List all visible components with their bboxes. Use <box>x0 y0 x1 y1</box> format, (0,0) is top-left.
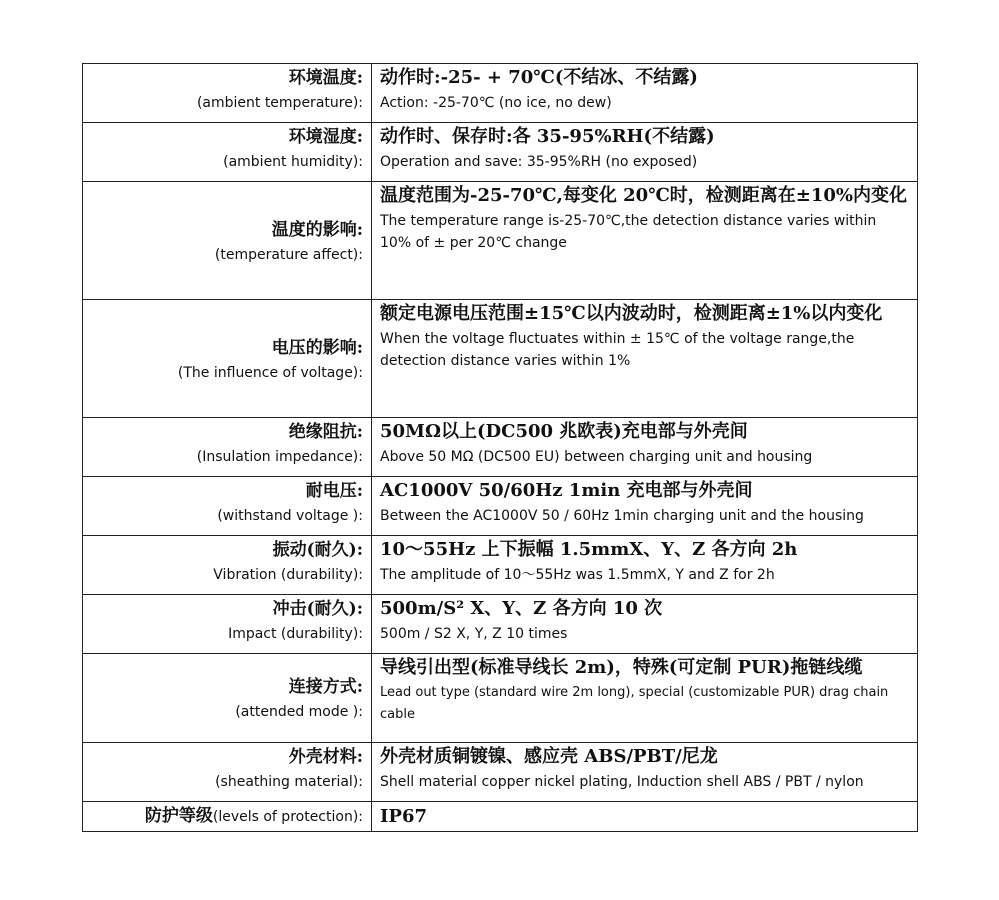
label-en: (attended mode ): <box>235 704 363 720</box>
label-en: Impact (durability): <box>228 626 363 642</box>
value-cell <box>372 123 918 182</box>
label-en: (withstand voltage ): <box>217 508 363 524</box>
value-en: The amplitude of 10～55Hz was 1.5mmX, Y and Z for 2h <box>380 567 775 583</box>
protection-label-en: (levels of protection): <box>212 809 363 825</box>
value-cell <box>372 595 918 654</box>
label-cn: 耐电压: <box>305 481 363 501</box>
value-cell <box>372 802 918 832</box>
value-en: When the voltage fluctuates within ± 15℃ of the voltage range,the detection distance varies within 1% <box>380 331 855 369</box>
spec-row-impact <box>83 595 918 654</box>
label-en: (ambient humidity): <box>223 154 363 170</box>
spec-row-withstand-voltage <box>83 477 918 536</box>
value-cell <box>372 654 918 743</box>
label-cn: 绝缘阻抗: <box>288 422 363 442</box>
value-cell <box>372 418 918 477</box>
label-cell <box>83 418 372 477</box>
label-cell <box>83 536 372 595</box>
spec-row-insulation-impedance <box>83 418 918 477</box>
label-cn: 环境湿度: <box>288 127 363 147</box>
label-cell <box>83 654 372 743</box>
value-cell <box>372 743 918 802</box>
label-cell <box>83 182 372 300</box>
value-cell <box>372 477 918 536</box>
protection-label <box>145 806 363 826</box>
label-en: (Insulation impedance): <box>196 449 363 465</box>
value-cn: 动作时:-25- + 70℃(不结冰、不结露) <box>380 67 698 88</box>
value-cn: 50MΩ以上(DC500 兆欧表)充电部与外壳间 <box>380 421 748 442</box>
spec-row-connection-mode <box>83 654 918 743</box>
label-cell <box>83 300 372 418</box>
value-cell <box>372 300 918 418</box>
value-cn: 额定电源电压范围±15℃以内波动时，检测距离±1%以内变化 <box>380 303 883 324</box>
value-en: 500m / S2 X, Y, Z 10 times <box>380 626 568 642</box>
protection-label-cn: 防护等级 <box>144 806 213 826</box>
label-en: (sheathing material): <box>215 774 363 790</box>
label-cn: 外壳材料: <box>288 747 363 767</box>
value-cn: 500m/S² X、Y、Z 各方向 10 次 <box>380 598 663 619</box>
value-cn: 10～55Hz 上下振幅 1.5mmX、Y、Z 各方向 2h <box>380 539 798 560</box>
label-cell <box>83 123 372 182</box>
label-cn: 电压的影响: <box>271 337 363 358</box>
label-cell <box>83 743 372 802</box>
label-en: (The influence of voltage): <box>177 364 363 381</box>
value-en: Above 50 MΩ (DC500 EU) between charging unit and housing <box>380 449 813 465</box>
label-cell <box>83 802 372 832</box>
value-en: The temperature range is-25-70℃,the detection distance varies within 10% of ± per 20℃ change <box>380 213 877 251</box>
label-cn: 环境温度: <box>288 68 363 88</box>
label-cn: 连接方式: <box>288 677 363 697</box>
value-cell <box>372 536 918 595</box>
value-cn: 导线引出型(标准导线长 2m)，特殊(可定制 PUR)拖链线缆 <box>380 657 863 678</box>
value-en: Between the AC1000V 50 / 60Hz 1min charging unit and the housing <box>380 508 864 524</box>
spec-row-temperature-affect <box>83 182 918 300</box>
value-en: Action: -25-70℃ (no ice, no dew) <box>380 95 612 111</box>
spec-row-voltage-influence <box>83 300 918 418</box>
spec-row-vibration <box>83 536 918 595</box>
label-en: (temperature affect): <box>214 246 363 263</box>
value-cn: 动作时、保存时:各 35-95%RH(不结露) <box>380 126 715 147</box>
value-en: Operation and save: 35-95%RH (no exposed) <box>380 154 698 170</box>
spec-row-protection <box>83 802 918 832</box>
spec-table <box>82 63 918 832</box>
label-cell <box>83 64 372 123</box>
label-cn: 温度的影响: <box>271 219 363 240</box>
spec-row-ambient-temperature <box>83 64 918 123</box>
label-cn: 冲击(耐久): <box>272 599 363 619</box>
value-cn: 温度范围为-25-70℃,每变化 20℃时，检测距离在±10%内变化 <box>380 185 907 206</box>
value-cn: 外壳材质铜镀镍、感应壳 ABS/PBT/尼龙 <box>380 746 718 767</box>
spec-row-ambient-humidity <box>83 123 918 182</box>
label-cn: 振动(耐久): <box>272 540 363 560</box>
protection-value: IP67 <box>380 805 428 827</box>
spec-row-sheathing-material <box>83 743 918 802</box>
label-en: (ambient temperature): <box>196 95 363 111</box>
label-en: Vibration (durability): <box>213 567 363 583</box>
value-en: Shell material copper nickel plating, Induction shell ABS / PBT / nylon <box>380 774 864 790</box>
label-cell <box>83 595 372 654</box>
value-cell <box>372 182 918 300</box>
value-cell <box>372 64 918 123</box>
label-cell <box>83 477 372 536</box>
value-cn: AC1000V 50/60Hz 1min 充电部与外壳间 <box>380 480 753 501</box>
value-en: Lead out type (standard wire 2m long), special (customizable PUR) drag chain cable <box>380 685 889 722</box>
